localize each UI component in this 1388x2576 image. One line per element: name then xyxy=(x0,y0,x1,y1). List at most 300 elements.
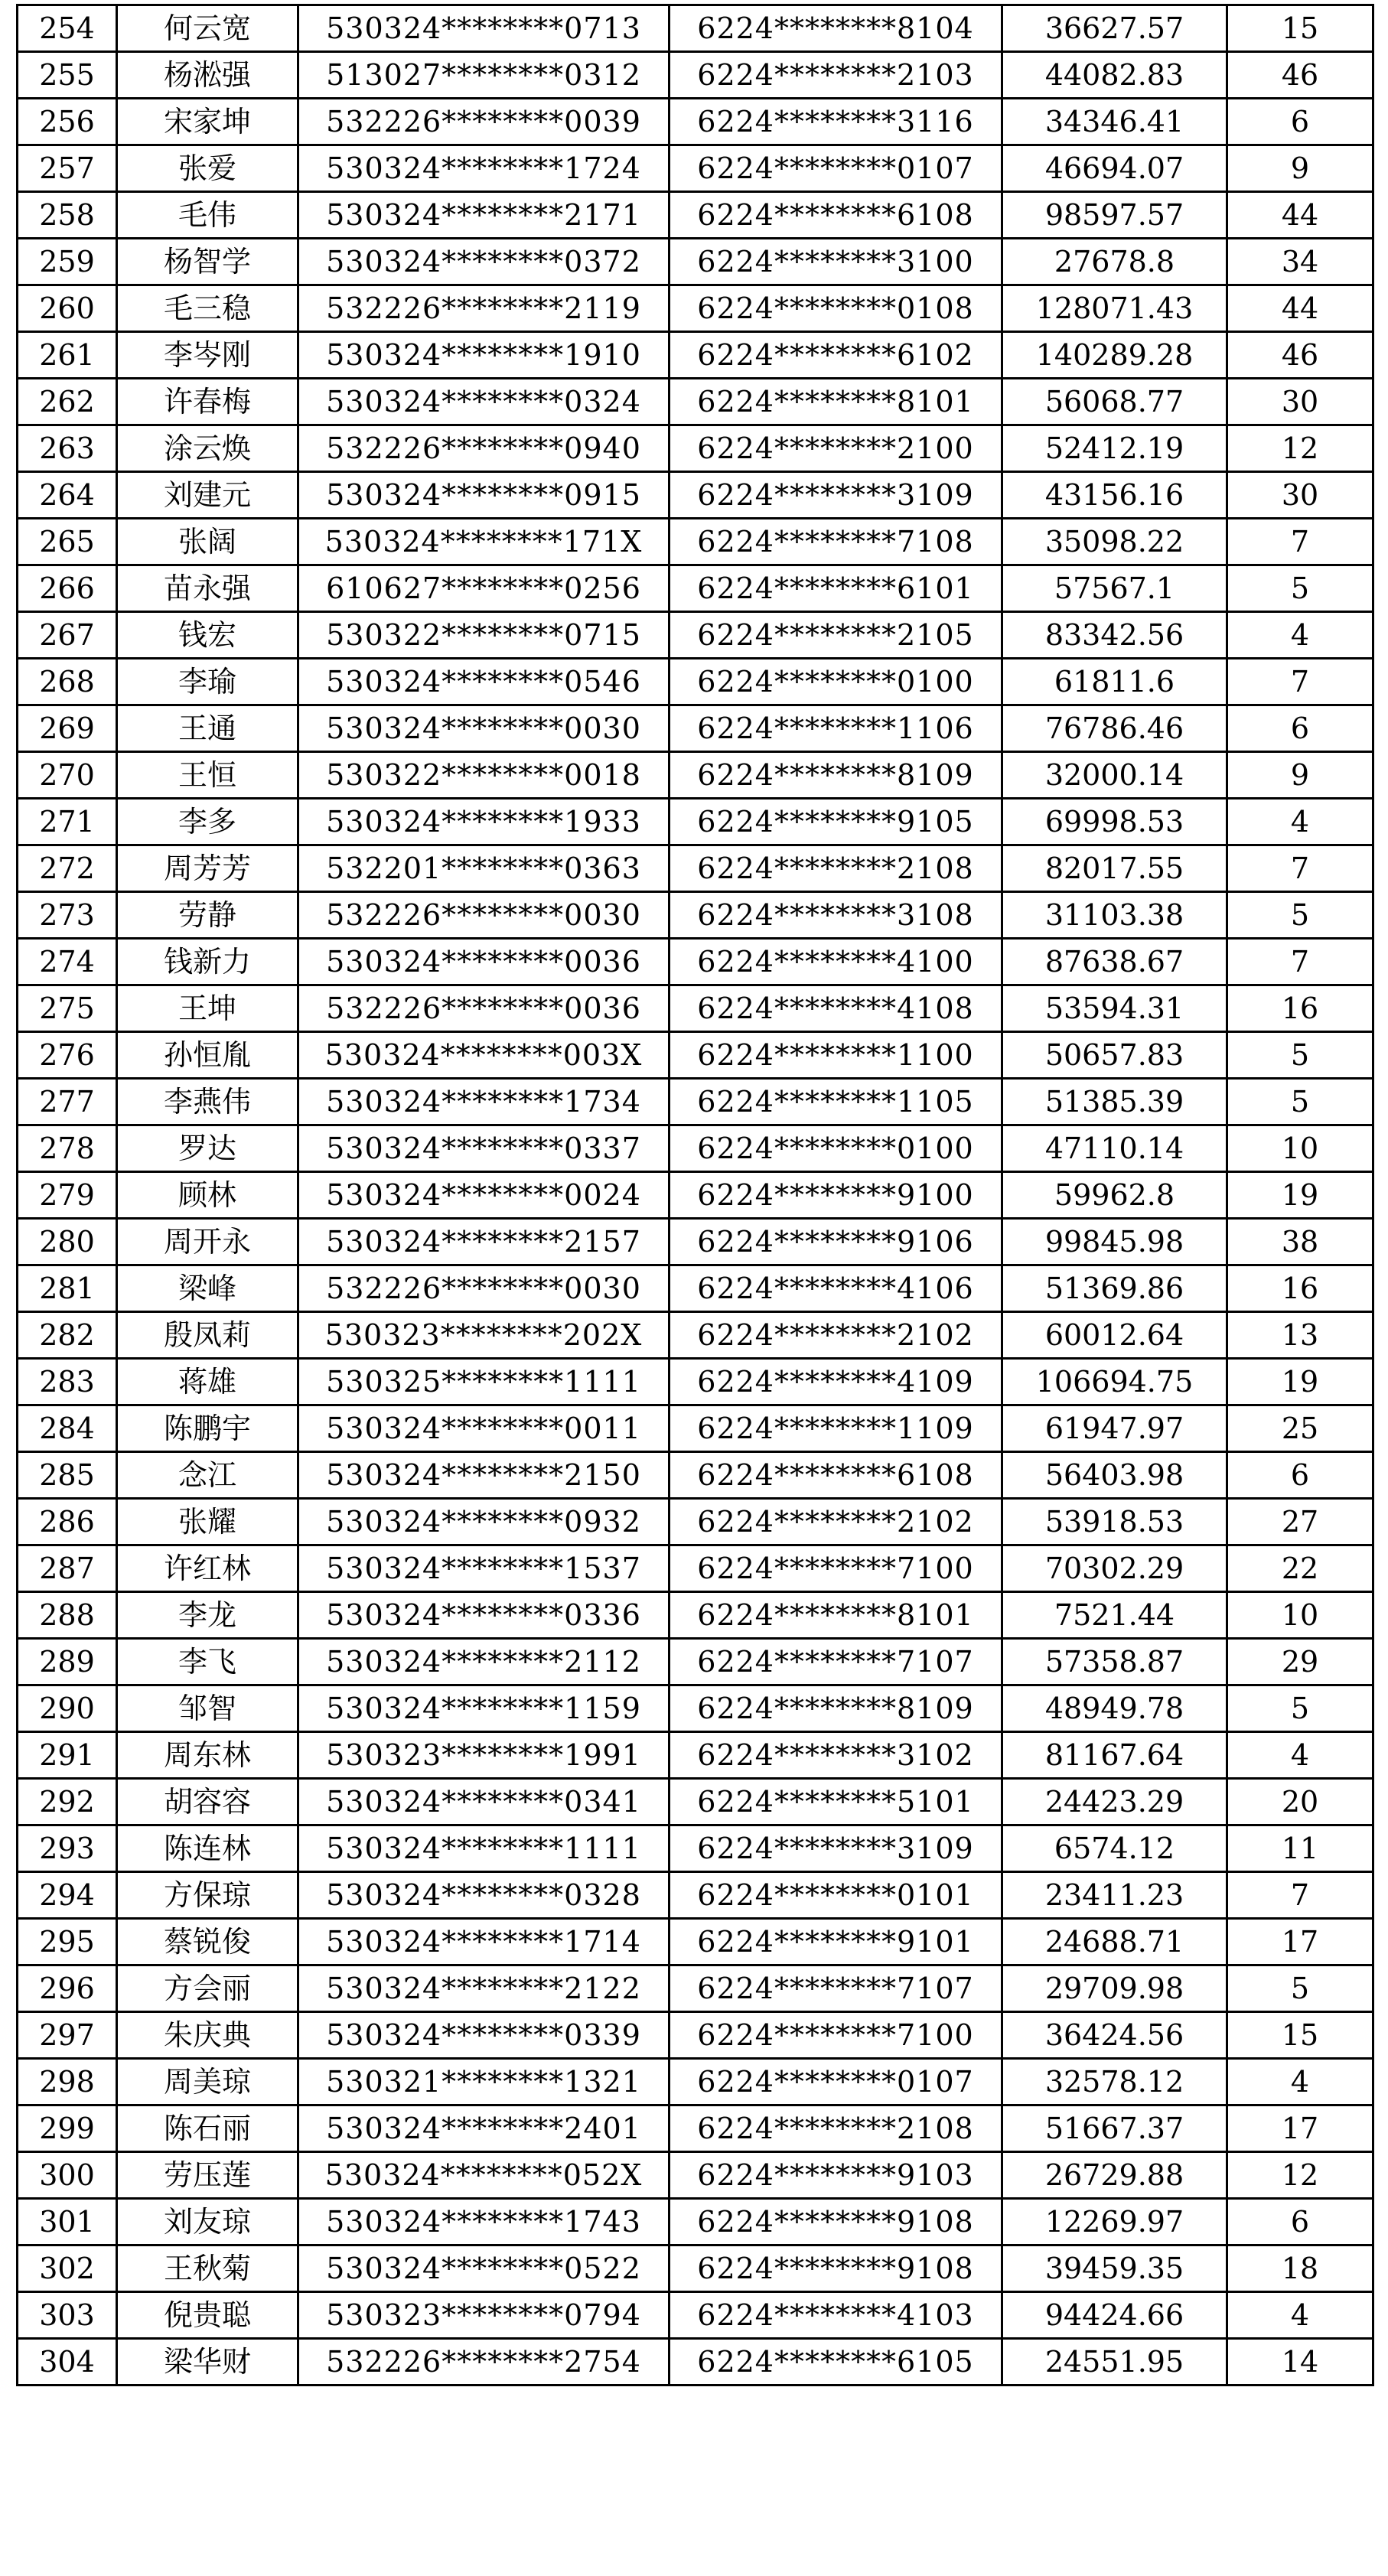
card-number-cell: 6224********0100 xyxy=(670,1125,1002,1172)
card-number-cell: 6224********7107 xyxy=(670,1639,1002,1685)
card-number-cell: 6224********2102 xyxy=(670,1499,1002,1545)
count-cell: 4 xyxy=(1227,2292,1373,2339)
count-cell: 10 xyxy=(1227,1125,1373,1172)
table-row xyxy=(18,2199,1373,2245)
amount-cell: 140289.28 xyxy=(1002,332,1227,379)
name-cell: 周开永 xyxy=(117,1219,298,1265)
name-cell: 刘友琼 xyxy=(117,2199,298,2245)
card-number-cell: 6224********2102 xyxy=(670,1312,1002,1359)
count-cell: 20 xyxy=(1227,1779,1373,1825)
name-cell: 涂云焕 xyxy=(117,425,298,472)
amount-cell: 57358.87 xyxy=(1002,1639,1227,1685)
id-number-cell: 530324********171X xyxy=(298,519,670,565)
id-number-cell: 532226********2119 xyxy=(298,285,670,332)
id-number-cell: 530324********1714 xyxy=(298,1919,670,1965)
amount-cell: 29709.98 xyxy=(1002,1965,1227,2012)
name-cell: 念江 xyxy=(117,1452,298,1499)
table-row xyxy=(18,565,1373,612)
amount-cell: 98597.57 xyxy=(1002,192,1227,239)
count-cell: 46 xyxy=(1227,332,1373,379)
table-row xyxy=(18,1312,1373,1359)
name-cell: 许春梅 xyxy=(117,379,298,425)
row-number-cell: 280 xyxy=(18,1219,117,1265)
row-number-cell: 273 xyxy=(18,892,117,939)
table-row xyxy=(18,52,1373,99)
amount-cell: 81167.64 xyxy=(1002,1732,1227,1779)
count-cell: 6 xyxy=(1227,1452,1373,1499)
card-number-cell: 6224********9108 xyxy=(670,2245,1002,2292)
count-cell: 4 xyxy=(1227,799,1373,845)
count-cell: 17 xyxy=(1227,1919,1373,1965)
table-row xyxy=(18,1779,1373,1825)
table-row xyxy=(18,2339,1373,2385)
amount-cell: 23411.23 xyxy=(1002,1872,1227,1919)
row-number-cell: 256 xyxy=(18,99,117,145)
amount-cell: 128071.43 xyxy=(1002,285,1227,332)
row-number-cell: 259 xyxy=(18,239,117,285)
id-number-cell: 530324********0030 xyxy=(298,705,670,752)
table-row xyxy=(18,472,1373,519)
card-number-cell: 6224********0107 xyxy=(670,145,1002,192)
row-number-cell: 289 xyxy=(18,1639,117,1685)
table-row xyxy=(18,192,1373,239)
table-row xyxy=(18,425,1373,472)
card-number-cell: 6224********4106 xyxy=(670,1265,1002,1312)
card-number-cell: 6224********7100 xyxy=(670,1545,1002,1592)
row-number-cell: 290 xyxy=(18,1685,117,1732)
id-number-cell: 530324********2150 xyxy=(298,1452,670,1499)
table-row xyxy=(18,2292,1373,2339)
count-cell: 6 xyxy=(1227,705,1373,752)
id-number-cell: 530324********2112 xyxy=(298,1639,670,1685)
amount-cell: 39459.35 xyxy=(1002,2245,1227,2292)
count-cell: 19 xyxy=(1227,1359,1373,1405)
count-cell: 5 xyxy=(1227,892,1373,939)
card-number-cell: 6224********6108 xyxy=(670,192,1002,239)
amount-cell: 59962.8 xyxy=(1002,1172,1227,1219)
count-cell: 4 xyxy=(1227,1732,1373,1779)
name-cell: 毛三稳 xyxy=(117,285,298,332)
table-row xyxy=(18,1592,1373,1639)
card-number-cell: 6224********6108 xyxy=(670,1452,1002,1499)
card-number-cell: 6224********9103 xyxy=(670,2152,1002,2199)
amount-cell: 51385.39 xyxy=(1002,1079,1227,1125)
amount-cell: 32578.12 xyxy=(1002,2059,1227,2105)
row-number-cell: 261 xyxy=(18,332,117,379)
row-number-cell: 301 xyxy=(18,2199,117,2245)
amount-cell: 43156.16 xyxy=(1002,472,1227,519)
row-number-cell: 275 xyxy=(18,985,117,1032)
name-cell: 陈鹏宇 xyxy=(117,1405,298,1452)
row-number-cell: 300 xyxy=(18,2152,117,2199)
count-cell: 15 xyxy=(1227,2012,1373,2059)
id-number-cell: 530324********0337 xyxy=(298,1125,670,1172)
table-row xyxy=(18,2245,1373,2292)
name-cell: 李龙 xyxy=(117,1592,298,1639)
name-cell: 张阔 xyxy=(117,519,298,565)
card-number-cell: 6224********4108 xyxy=(670,985,1002,1032)
amount-cell: 12269.97 xyxy=(1002,2199,1227,2245)
card-number-cell: 6224********7108 xyxy=(670,519,1002,565)
id-number-cell: 530324********2122 xyxy=(298,1965,670,2012)
table-row xyxy=(18,1172,1373,1219)
name-cell: 蔡锐俊 xyxy=(117,1919,298,1965)
id-number-cell: 532226********0039 xyxy=(298,99,670,145)
name-cell: 罗达 xyxy=(117,1125,298,1172)
name-cell: 方会丽 xyxy=(117,1965,298,2012)
row-number-cell: 267 xyxy=(18,612,117,659)
card-number-cell: 6224********6102 xyxy=(670,332,1002,379)
id-number-cell: 513027********0312 xyxy=(298,52,670,99)
card-number-cell: 6224********5101 xyxy=(670,1779,1002,1825)
row-number-cell: 279 xyxy=(18,1172,117,1219)
name-cell: 周东林 xyxy=(117,1732,298,1779)
row-number-cell: 294 xyxy=(18,1872,117,1919)
amount-cell: 36424.56 xyxy=(1002,2012,1227,2059)
name-cell: 方保琼 xyxy=(117,1872,298,1919)
name-cell: 倪贵聪 xyxy=(117,2292,298,2339)
count-cell: 22 xyxy=(1227,1545,1373,1592)
amount-cell: 46694.07 xyxy=(1002,145,1227,192)
table-row xyxy=(18,1825,1373,1872)
amount-cell: 7521.44 xyxy=(1002,1592,1227,1639)
card-number-cell: 6224********1105 xyxy=(670,1079,1002,1125)
row-number-cell: 291 xyxy=(18,1732,117,1779)
table-row xyxy=(18,1545,1373,1592)
name-cell: 刘建元 xyxy=(117,472,298,519)
count-cell: 7 xyxy=(1227,939,1373,985)
id-number-cell: 530324********1724 xyxy=(298,145,670,192)
amount-cell: 27678.8 xyxy=(1002,239,1227,285)
name-cell: 周美琼 xyxy=(117,2059,298,2105)
card-number-cell: 6224********2105 xyxy=(670,612,1002,659)
count-cell: 7 xyxy=(1227,659,1373,705)
name-cell: 王坤 xyxy=(117,985,298,1032)
name-cell: 钱新力 xyxy=(117,939,298,985)
id-number-cell: 530324********0336 xyxy=(298,1592,670,1639)
count-cell: 7 xyxy=(1227,1872,1373,1919)
table-row xyxy=(18,1032,1373,1079)
card-number-cell: 6224********2108 xyxy=(670,2105,1002,2152)
row-number-cell: 262 xyxy=(18,379,117,425)
amount-cell: 50657.83 xyxy=(1002,1032,1227,1079)
table-row xyxy=(18,1919,1373,1965)
name-cell: 李瑜 xyxy=(117,659,298,705)
card-number-cell: 6224********7107 xyxy=(670,1965,1002,2012)
amount-cell: 44082.83 xyxy=(1002,52,1227,99)
count-cell: 14 xyxy=(1227,2339,1373,2385)
amount-cell: 24551.95 xyxy=(1002,2339,1227,2385)
card-number-cell: 6224********9100 xyxy=(670,1172,1002,1219)
card-number-cell: 6224********8109 xyxy=(670,752,1002,799)
row-number-cell: 268 xyxy=(18,659,117,705)
count-cell: 27 xyxy=(1227,1499,1373,1545)
name-cell: 陈连林 xyxy=(117,1825,298,1872)
name-cell: 李飞 xyxy=(117,1639,298,1685)
row-number-cell: 260 xyxy=(18,285,117,332)
row-number-cell: 265 xyxy=(18,519,117,565)
count-cell: 5 xyxy=(1227,1032,1373,1079)
name-cell: 杨智学 xyxy=(117,239,298,285)
card-number-cell: 6224********3108 xyxy=(670,892,1002,939)
count-cell: 6 xyxy=(1227,99,1373,145)
count-cell: 30 xyxy=(1227,472,1373,519)
row-number-cell: 284 xyxy=(18,1405,117,1452)
id-number-cell: 530324********0546 xyxy=(298,659,670,705)
row-number-cell: 287 xyxy=(18,1545,117,1592)
table-row xyxy=(18,1639,1373,1685)
name-cell: 王恒 xyxy=(117,752,298,799)
table-row xyxy=(18,1125,1373,1172)
row-number-cell: 255 xyxy=(18,52,117,99)
id-number-cell: 530324********0713 xyxy=(298,5,670,52)
table-row xyxy=(18,1359,1373,1405)
name-cell: 钱宏 xyxy=(117,612,298,659)
name-cell: 朱庆典 xyxy=(117,2012,298,2059)
card-number-cell: 6224********6101 xyxy=(670,565,1002,612)
amount-cell: 52412.19 xyxy=(1002,425,1227,472)
amount-cell: 70302.29 xyxy=(1002,1545,1227,1592)
id-number-cell: 530324********1734 xyxy=(298,1079,670,1125)
card-number-cell: 6224********0101 xyxy=(670,1872,1002,1919)
id-number-cell: 530324********1111 xyxy=(298,1825,670,1872)
count-cell: 46 xyxy=(1227,52,1373,99)
table-row xyxy=(18,519,1373,565)
amount-cell: 31103.38 xyxy=(1002,892,1227,939)
table-row xyxy=(18,1405,1373,1452)
amount-cell: 53594.31 xyxy=(1002,985,1227,1032)
row-number-cell: 257 xyxy=(18,145,117,192)
amount-cell: 34346.41 xyxy=(1002,99,1227,145)
amount-cell: 26729.88 xyxy=(1002,2152,1227,2199)
amount-cell: 32000.14 xyxy=(1002,752,1227,799)
count-cell: 9 xyxy=(1227,752,1373,799)
row-number-cell: 297 xyxy=(18,2012,117,2059)
id-number-cell: 530322********0715 xyxy=(298,612,670,659)
row-number-cell: 299 xyxy=(18,2105,117,2152)
table-row xyxy=(18,1965,1373,2012)
id-number-cell: 530324********1910 xyxy=(298,332,670,379)
id-number-cell: 532226********2754 xyxy=(298,2339,670,2385)
card-number-cell: 6224********9108 xyxy=(670,2199,1002,2245)
amount-cell: 99845.98 xyxy=(1002,1219,1227,1265)
table-row xyxy=(18,939,1373,985)
count-cell: 6 xyxy=(1227,2199,1373,2245)
count-cell: 4 xyxy=(1227,2059,1373,2105)
card-number-cell: 6224********4100 xyxy=(670,939,1002,985)
table-row xyxy=(18,1079,1373,1125)
table-row xyxy=(18,1685,1373,1732)
id-number-cell: 610627********0256 xyxy=(298,565,670,612)
count-cell: 11 xyxy=(1227,1825,1373,1872)
id-number-cell: 530325********1111 xyxy=(298,1359,670,1405)
amount-cell: 47110.14 xyxy=(1002,1125,1227,1172)
id-number-cell: 530321********1321 xyxy=(298,2059,670,2105)
name-cell: 劳静 xyxy=(117,892,298,939)
count-cell: 12 xyxy=(1227,2152,1373,2199)
name-cell: 王通 xyxy=(117,705,298,752)
name-cell: 王秋菊 xyxy=(117,2245,298,2292)
count-cell: 5 xyxy=(1227,1079,1373,1125)
card-number-cell: 6224********2103 xyxy=(670,52,1002,99)
count-cell: 5 xyxy=(1227,1965,1373,2012)
id-number-cell: 530324********0324 xyxy=(298,379,670,425)
card-number-cell: 6224********0108 xyxy=(670,285,1002,332)
row-number-cell: 298 xyxy=(18,2059,117,2105)
id-number-cell: 532226********0030 xyxy=(298,1265,670,1312)
amount-cell: 35098.22 xyxy=(1002,519,1227,565)
count-cell: 29 xyxy=(1227,1639,1373,1685)
row-number-cell: 295 xyxy=(18,1919,117,1965)
amount-cell: 48949.78 xyxy=(1002,1685,1227,1732)
name-cell: 殷凤莉 xyxy=(117,1312,298,1359)
id-number-cell: 530324********052X xyxy=(298,2152,670,2199)
table-row xyxy=(18,892,1373,939)
id-number-cell: 530324********0024 xyxy=(298,1172,670,1219)
row-number-cell: 286 xyxy=(18,1499,117,1545)
count-cell: 7 xyxy=(1227,845,1373,892)
count-cell: 10 xyxy=(1227,1592,1373,1639)
id-number-cell: 530324********0372 xyxy=(298,239,670,285)
card-number-cell: 6224********0107 xyxy=(670,2059,1002,2105)
name-cell: 苗永强 xyxy=(117,565,298,612)
id-number-cell: 530324********1933 xyxy=(298,799,670,845)
row-number-cell: 274 xyxy=(18,939,117,985)
count-cell: 25 xyxy=(1227,1405,1373,1452)
table-row xyxy=(18,752,1373,799)
amount-cell: 24688.71 xyxy=(1002,1919,1227,1965)
row-number-cell: 282 xyxy=(18,1312,117,1359)
table-row xyxy=(18,845,1373,892)
name-cell: 劳压莲 xyxy=(117,2152,298,2199)
table-row xyxy=(18,239,1373,285)
table-row xyxy=(18,2012,1373,2059)
amount-cell: 76786.46 xyxy=(1002,705,1227,752)
id-number-cell: 530324********0339 xyxy=(298,2012,670,2059)
name-cell: 宋家坤 xyxy=(117,99,298,145)
amount-cell: 82017.55 xyxy=(1002,845,1227,892)
id-number-cell: 530324********1159 xyxy=(298,1685,670,1732)
id-number-cell: 530324********2157 xyxy=(298,1219,670,1265)
count-cell: 44 xyxy=(1227,285,1373,332)
amount-cell: 51667.37 xyxy=(1002,2105,1227,2152)
amount-cell: 94424.66 xyxy=(1002,2292,1227,2339)
amount-cell: 87638.67 xyxy=(1002,939,1227,985)
table-row xyxy=(18,985,1373,1032)
table-row xyxy=(18,1732,1373,1779)
count-cell: 4 xyxy=(1227,612,1373,659)
table-row xyxy=(18,1452,1373,1499)
name-cell: 许红林 xyxy=(117,1545,298,1592)
count-cell: 5 xyxy=(1227,1685,1373,1732)
row-number-cell: 266 xyxy=(18,565,117,612)
table-row xyxy=(18,99,1373,145)
row-number-cell: 278 xyxy=(18,1125,117,1172)
amount-cell: 69998.53 xyxy=(1002,799,1227,845)
count-cell: 9 xyxy=(1227,145,1373,192)
id-number-cell: 530323********202X xyxy=(298,1312,670,1359)
card-number-cell: 6224********9105 xyxy=(670,799,1002,845)
count-cell: 7 xyxy=(1227,519,1373,565)
id-number-cell: 530323********0794 xyxy=(298,2292,670,2339)
row-number-cell: 271 xyxy=(18,799,117,845)
id-number-cell: 532201********0363 xyxy=(298,845,670,892)
name-cell: 梁华财 xyxy=(117,2339,298,2385)
amount-cell: 57567.1 xyxy=(1002,565,1227,612)
id-number-cell: 530324********003X xyxy=(298,1032,670,1079)
table-row xyxy=(18,705,1373,752)
count-cell: 13 xyxy=(1227,1312,1373,1359)
table-row xyxy=(18,1499,1373,1545)
card-number-cell: 6224********9106 xyxy=(670,1219,1002,1265)
card-number-cell: 6224********2100 xyxy=(670,425,1002,472)
name-cell: 陈石丽 xyxy=(117,2105,298,2152)
count-cell: 34 xyxy=(1227,239,1373,285)
table-body xyxy=(18,5,1373,2385)
table-row xyxy=(18,1265,1373,1312)
row-number-cell: 258 xyxy=(18,192,117,239)
card-number-cell: 6224********2108 xyxy=(670,845,1002,892)
name-cell: 蒋雄 xyxy=(117,1359,298,1405)
row-number-cell: 272 xyxy=(18,845,117,892)
card-number-cell: 6224********1100 xyxy=(670,1032,1002,1079)
table-row xyxy=(18,612,1373,659)
name-cell: 胡容容 xyxy=(117,1779,298,1825)
card-number-cell: 6224********8101 xyxy=(670,379,1002,425)
card-number-cell: 6224********3116 xyxy=(670,99,1002,145)
table-row xyxy=(18,1872,1373,1919)
card-number-cell: 6224********1106 xyxy=(670,705,1002,752)
id-number-cell: 530324********0932 xyxy=(298,1499,670,1545)
amount-cell: 6574.12 xyxy=(1002,1825,1227,1872)
name-cell: 邹智 xyxy=(117,1685,298,1732)
name-cell: 梁峰 xyxy=(117,1265,298,1312)
row-number-cell: 303 xyxy=(18,2292,117,2339)
table-row xyxy=(18,379,1373,425)
amount-cell: 53918.53 xyxy=(1002,1499,1227,1545)
card-number-cell: 6224********3109 xyxy=(670,1825,1002,1872)
table-row xyxy=(18,2059,1373,2105)
row-number-cell: 293 xyxy=(18,1825,117,1872)
name-cell: 张耀 xyxy=(117,1499,298,1545)
count-cell: 18 xyxy=(1227,2245,1373,2292)
amount-cell: 51369.86 xyxy=(1002,1265,1227,1312)
row-number-cell: 304 xyxy=(18,2339,117,2385)
card-number-cell: 6224********0100 xyxy=(670,659,1002,705)
count-cell: 38 xyxy=(1227,1219,1373,1265)
name-cell: 顾林 xyxy=(117,1172,298,1219)
amount-cell: 106694.75 xyxy=(1002,1359,1227,1405)
card-number-cell: 6224********3100 xyxy=(670,239,1002,285)
row-number-cell: 281 xyxy=(18,1265,117,1312)
id-number-cell: 530324********1743 xyxy=(298,2199,670,2245)
row-number-cell: 296 xyxy=(18,1965,117,2012)
name-cell: 何云宽 xyxy=(117,5,298,52)
id-number-cell: 530324********2171 xyxy=(298,192,670,239)
table-row xyxy=(18,659,1373,705)
id-number-cell: 530324********0036 xyxy=(298,939,670,985)
id-number-cell: 530322********0018 xyxy=(298,752,670,799)
card-number-cell: 6224********7100 xyxy=(670,2012,1002,2059)
id-number-cell: 530324********0341 xyxy=(298,1779,670,1825)
amount-cell: 56403.98 xyxy=(1002,1452,1227,1499)
count-cell: 12 xyxy=(1227,425,1373,472)
id-number-cell: 530324********0328 xyxy=(298,1872,670,1919)
id-number-cell: 530324********0915 xyxy=(298,472,670,519)
table-row xyxy=(18,285,1373,332)
row-number-cell: 264 xyxy=(18,472,117,519)
card-number-cell: 6224********4103 xyxy=(670,2292,1002,2339)
